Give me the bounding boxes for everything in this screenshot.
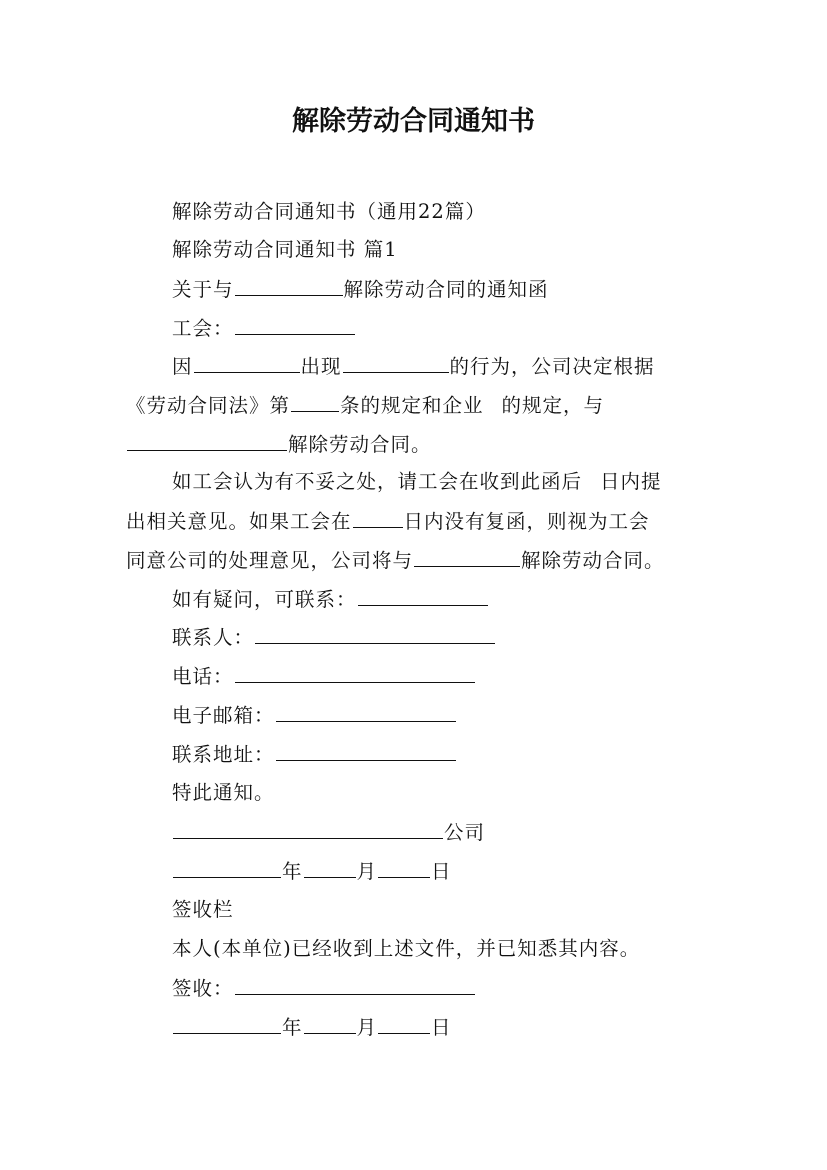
paragraph-2-line-2: [126, 508, 650, 535]
section-heading-text: 解除劳动合同通知书 篇1: [172, 238, 398, 261]
text-fragment: 《劳动合同法》第: [126, 394, 291, 417]
email-blank[interactable]: [276, 702, 456, 722]
contact-person-line: [172, 624, 496, 651]
text-fragment: 的行为，公司决定根据: [449, 355, 655, 378]
phone-label: 电话：: [172, 665, 234, 688]
employee-blank[interactable]: [194, 353, 300, 373]
text-fragment: 日内没有复函，则视为工会: [403, 510, 650, 533]
text-fragment: 日内提: [600, 470, 662, 493]
notice-heading-prefix: 关于与: [172, 278, 234, 301]
year-label: 年: [282, 860, 303, 883]
subtitle-line: [172, 199, 486, 225]
employee-name-blank[interactable]: [127, 431, 287, 451]
text-fragment: 解除劳动合同。: [288, 433, 432, 456]
day-label: 日: [431, 860, 452, 883]
text-fragment: 出相关意见。如果工会在: [126, 510, 352, 533]
receipt-date-line: [172, 1014, 452, 1041]
text-fragment: 解除劳动合同。: [521, 549, 665, 572]
union-label: 工会：: [172, 317, 234, 340]
address-label: 联系地址：: [172, 743, 275, 766]
text-fragment: 条的规定和企业: [340, 394, 484, 417]
day-blank[interactable]: [378, 858, 430, 878]
employee-blank-2[interactable]: [414, 547, 520, 567]
company-line: [172, 819, 485, 846]
receipt-year-label: 年: [282, 1016, 303, 1039]
email-line: [172, 702, 457, 729]
receipt-statement: [172, 936, 640, 962]
address-blank[interactable]: [276, 741, 456, 761]
text-fragment: 因: [172, 355, 193, 378]
receipt-heading: [172, 897, 234, 923]
union-line: [172, 315, 356, 342]
month-label: 月: [356, 860, 378, 883]
article-blank[interactable]: [291, 392, 339, 412]
receipt-heading-text: 签收栏: [172, 898, 234, 921]
sign-line: [172, 975, 476, 1002]
receipt-month-label: 月: [356, 1016, 378, 1039]
year-blank[interactable]: [173, 858, 281, 878]
closing-text: 特此通知。: [172, 781, 275, 804]
paragraph-2-line-1: [172, 469, 662, 495]
contact-line: [172, 586, 489, 613]
paragraph-1-line-2: [126, 392, 604, 419]
address-line: [172, 741, 457, 768]
contact-blank[interactable]: [358, 586, 488, 606]
paragraph-1-line-1: [172, 353, 655, 380]
notice-heading-suffix: 解除劳动合同的通知函: [343, 278, 549, 301]
sign-blank[interactable]: [235, 975, 475, 995]
sign-label: 签收：: [172, 977, 234, 1000]
text-fragment: 的规定，与: [501, 394, 605, 417]
document-title: 解除劳动合同通知书: [292, 106, 535, 137]
email-label: 电子邮箱：: [172, 704, 275, 727]
receipt-month-blank[interactable]: [304, 1014, 356, 1034]
closing-line: [172, 780, 275, 806]
behavior-blank[interactable]: [343, 353, 449, 373]
text-fragment: 同意公司的处理意见，公司将与: [126, 549, 414, 572]
text-fragment: 如工会认为有不妥之处，请工会在收到此函后: [172, 470, 583, 493]
subtitle-text: 解除劳动合同通知书（通用22篇）: [172, 200, 486, 223]
days-blank[interactable]: [353, 508, 403, 528]
receipt-year-blank[interactable]: [173, 1014, 281, 1034]
phone-line: [172, 663, 476, 690]
section-heading: [172, 237, 398, 263]
receipt-day-blank[interactable]: [378, 1014, 430, 1034]
contact-label: 如有疑问，可联系：: [172, 588, 357, 611]
month-blank[interactable]: [304, 858, 356, 878]
name-blank[interactable]: [235, 276, 343, 296]
receipt-day-label: 日: [431, 1016, 452, 1039]
paragraph-2-line-3: [126, 547, 665, 574]
company-label: 公司: [444, 821, 486, 844]
receipt-statement-text: 本人(本单位)已经收到上述文件，并已知悉其内容。: [172, 937, 641, 960]
notice-heading: [172, 276, 549, 303]
paragraph-1-line-3: [126, 431, 432, 458]
contact-person-label: 联系人：: [172, 626, 255, 649]
date-line: [172, 858, 452, 885]
text-fragment: 出现: [300, 355, 342, 378]
phone-blank[interactable]: [235, 663, 475, 683]
union-blank[interactable]: [235, 315, 355, 335]
company-blank[interactable]: [173, 819, 443, 839]
contact-person-blank[interactable]: [255, 624, 495, 644]
